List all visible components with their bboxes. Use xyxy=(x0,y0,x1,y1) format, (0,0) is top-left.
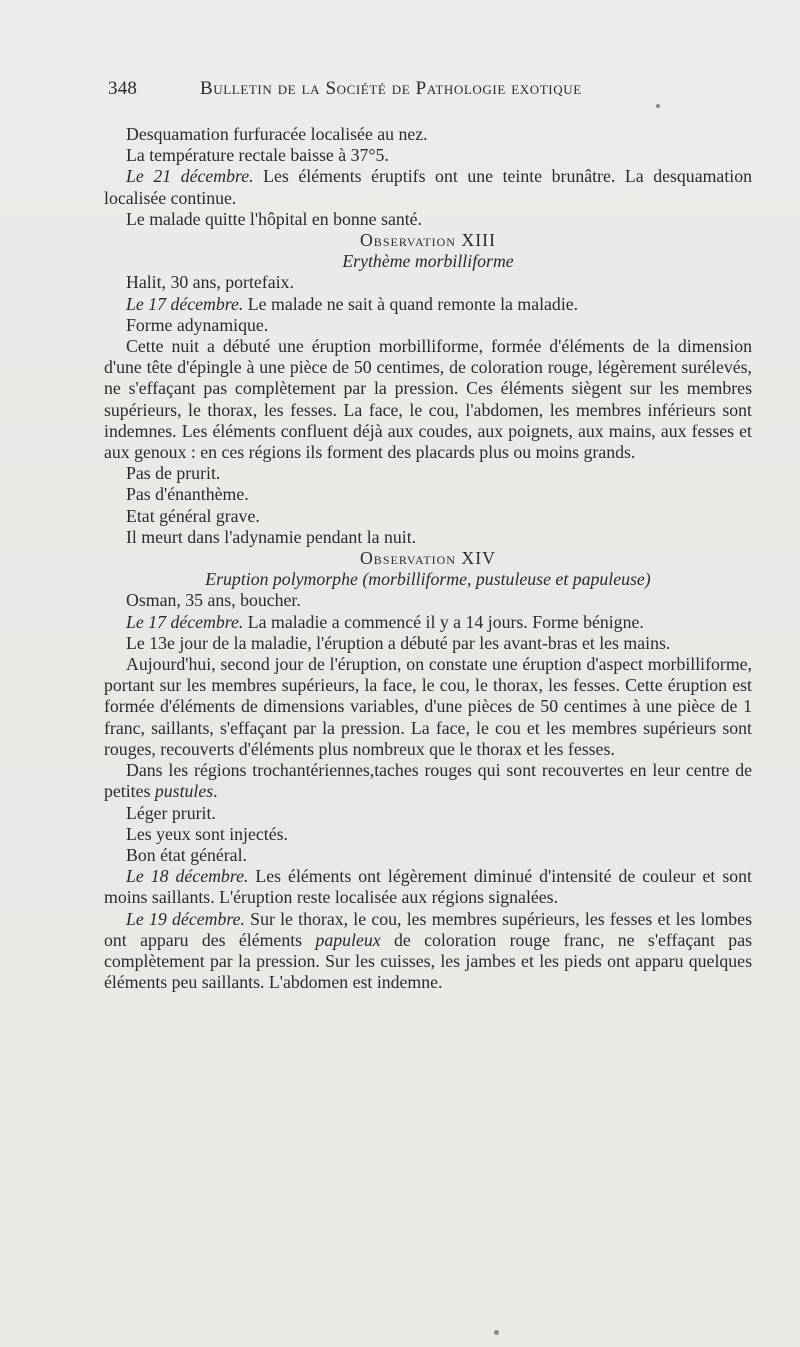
date-label: Le 17 décembre. xyxy=(126,293,244,314)
paragraph: Pas de prurit. xyxy=(126,463,221,484)
paragraph xyxy=(104,866,752,908)
page-number: 348 xyxy=(108,78,138,99)
italic-term: pustules xyxy=(154,781,214,802)
body-text xyxy=(104,124,752,993)
date-label: Le 21 décembre. xyxy=(126,166,254,187)
journal-title: Bulletin de la Société de Pathologie exotique xyxy=(200,78,582,99)
paragraph: Etat général grave. xyxy=(126,505,260,526)
paragraph: La température rectale baisse à 37°5. xyxy=(126,145,389,166)
paragraph-text: Sur le thorax, le cou, les membres supérieurs, les fesses et les lombes ont apparu des éléments xyxy=(104,908,752,950)
paragraph xyxy=(104,612,752,633)
paragraph xyxy=(104,909,752,994)
paper-speck xyxy=(656,104,660,108)
date-label: Le 19 décembre. xyxy=(126,908,245,929)
paragraph: Bon état général. xyxy=(126,844,247,865)
paragraph: Léger prurit. xyxy=(126,802,216,823)
subtitle-main: Eruption polymorphe xyxy=(205,569,358,590)
paragraph: Le malade quitte l'hôpital en bonne santé. xyxy=(126,208,423,229)
paragraph-text: La maladie a commencé il y a 14 jours. Forme bénigne. xyxy=(243,611,644,632)
paper-speck xyxy=(494,1330,499,1335)
section-heading-xiii: Observation XIII xyxy=(359,230,497,251)
date-label: Le 17 décembre. xyxy=(126,611,244,632)
subtitle-paren: (morbilliforme, pustuleuse et papuleuse) xyxy=(362,569,651,590)
paragraph-text: Le malade ne sait à quand remonte la maladie. xyxy=(243,293,579,314)
date-label: Le 18 décembre. xyxy=(126,866,249,887)
section-subtitle-xiii: Erythème morbilliforme xyxy=(342,251,514,272)
section-subtitle-xiv xyxy=(104,569,752,590)
paragraph-text: Dans les régions trochantériennes,taches rouges qui sont recouvertes en leur centre de petites xyxy=(104,760,752,802)
paragraph-text: de coloration rouge franc, ne s'effaçant pas complètement par la pression. Sur les cuisses, les jambes et les pieds ont apparu quelques éléments peu saillants. L'abdomen est indemne. xyxy=(104,929,753,993)
paragraph xyxy=(104,760,752,802)
paragraph-text: Les éléments éruptifs ont une teinte brunâtre. La desquamation localisée continue. xyxy=(104,166,752,208)
paragraph: Il meurt dans l'adynamie pendant la nuit. xyxy=(126,526,417,547)
italic-term: papuleux xyxy=(315,929,381,950)
paragraph: Cette nuit a débuté une éruption morbilliforme, formée d'éléments de la dimension d'une tête d'épingle à une pièce de 50 centimes, de coloration rouge, légèrement surélevés, ne s'effaçant pas complètement par la pression. Ces éléments siègent sur les membres supérieurs, le thorax, les fesses. La face, le cou, l'abdomen, les membres inférieurs sont indemnes. Les éléments confluent déjà aux coudes, aux poignets, aux mains, aux fesses et aux genoux : en ces régions ils forment des placards plus ou moins grands. xyxy=(104,336,752,463)
paragraph: Aujourd'hui, second jour de l'éruption, on constate une éruption d'aspect morbilliforme, portant sur les membres supérieurs, la face, le cou, le thorax, les fesses. Cette éruption est formée d'éléments de dimensions variables, d'une pièces de 50 centimes à une pièce de 1 franc, saillants, s'effaçant par la pression. La face, le cou et les membres supérieurs sont rouges, recouverts d'éléments plus nombreux que le thorax et les fesses. xyxy=(104,654,752,759)
section-heading-xiv: Observation XIV xyxy=(359,548,497,569)
paragraph: Pas d'énanthème. xyxy=(126,484,249,505)
paragraph-text: Les éléments ont légèrement diminué d'intensité de couleur et sont moins saillants. L'éruption reste localisée aux régions signalées. xyxy=(104,866,752,908)
paragraph xyxy=(104,294,752,315)
paragraph: Halit, 30 ans, portefaix. xyxy=(126,272,294,293)
paragraph: Les yeux sont injectés. xyxy=(126,823,288,844)
paragraph: Le 13e jour de la maladie, l'éruption a débuté par les avant-bras et les mains. xyxy=(126,632,671,653)
paragraph: Desquamation furfuracée localisée au nez. xyxy=(126,124,428,144)
running-header xyxy=(108,78,668,104)
paragraph: Forme adynamique. xyxy=(126,314,269,335)
paragraph: Osman, 35 ans, boucher. xyxy=(126,590,301,611)
paragraph-text: . xyxy=(213,781,218,802)
paragraph xyxy=(104,166,752,208)
